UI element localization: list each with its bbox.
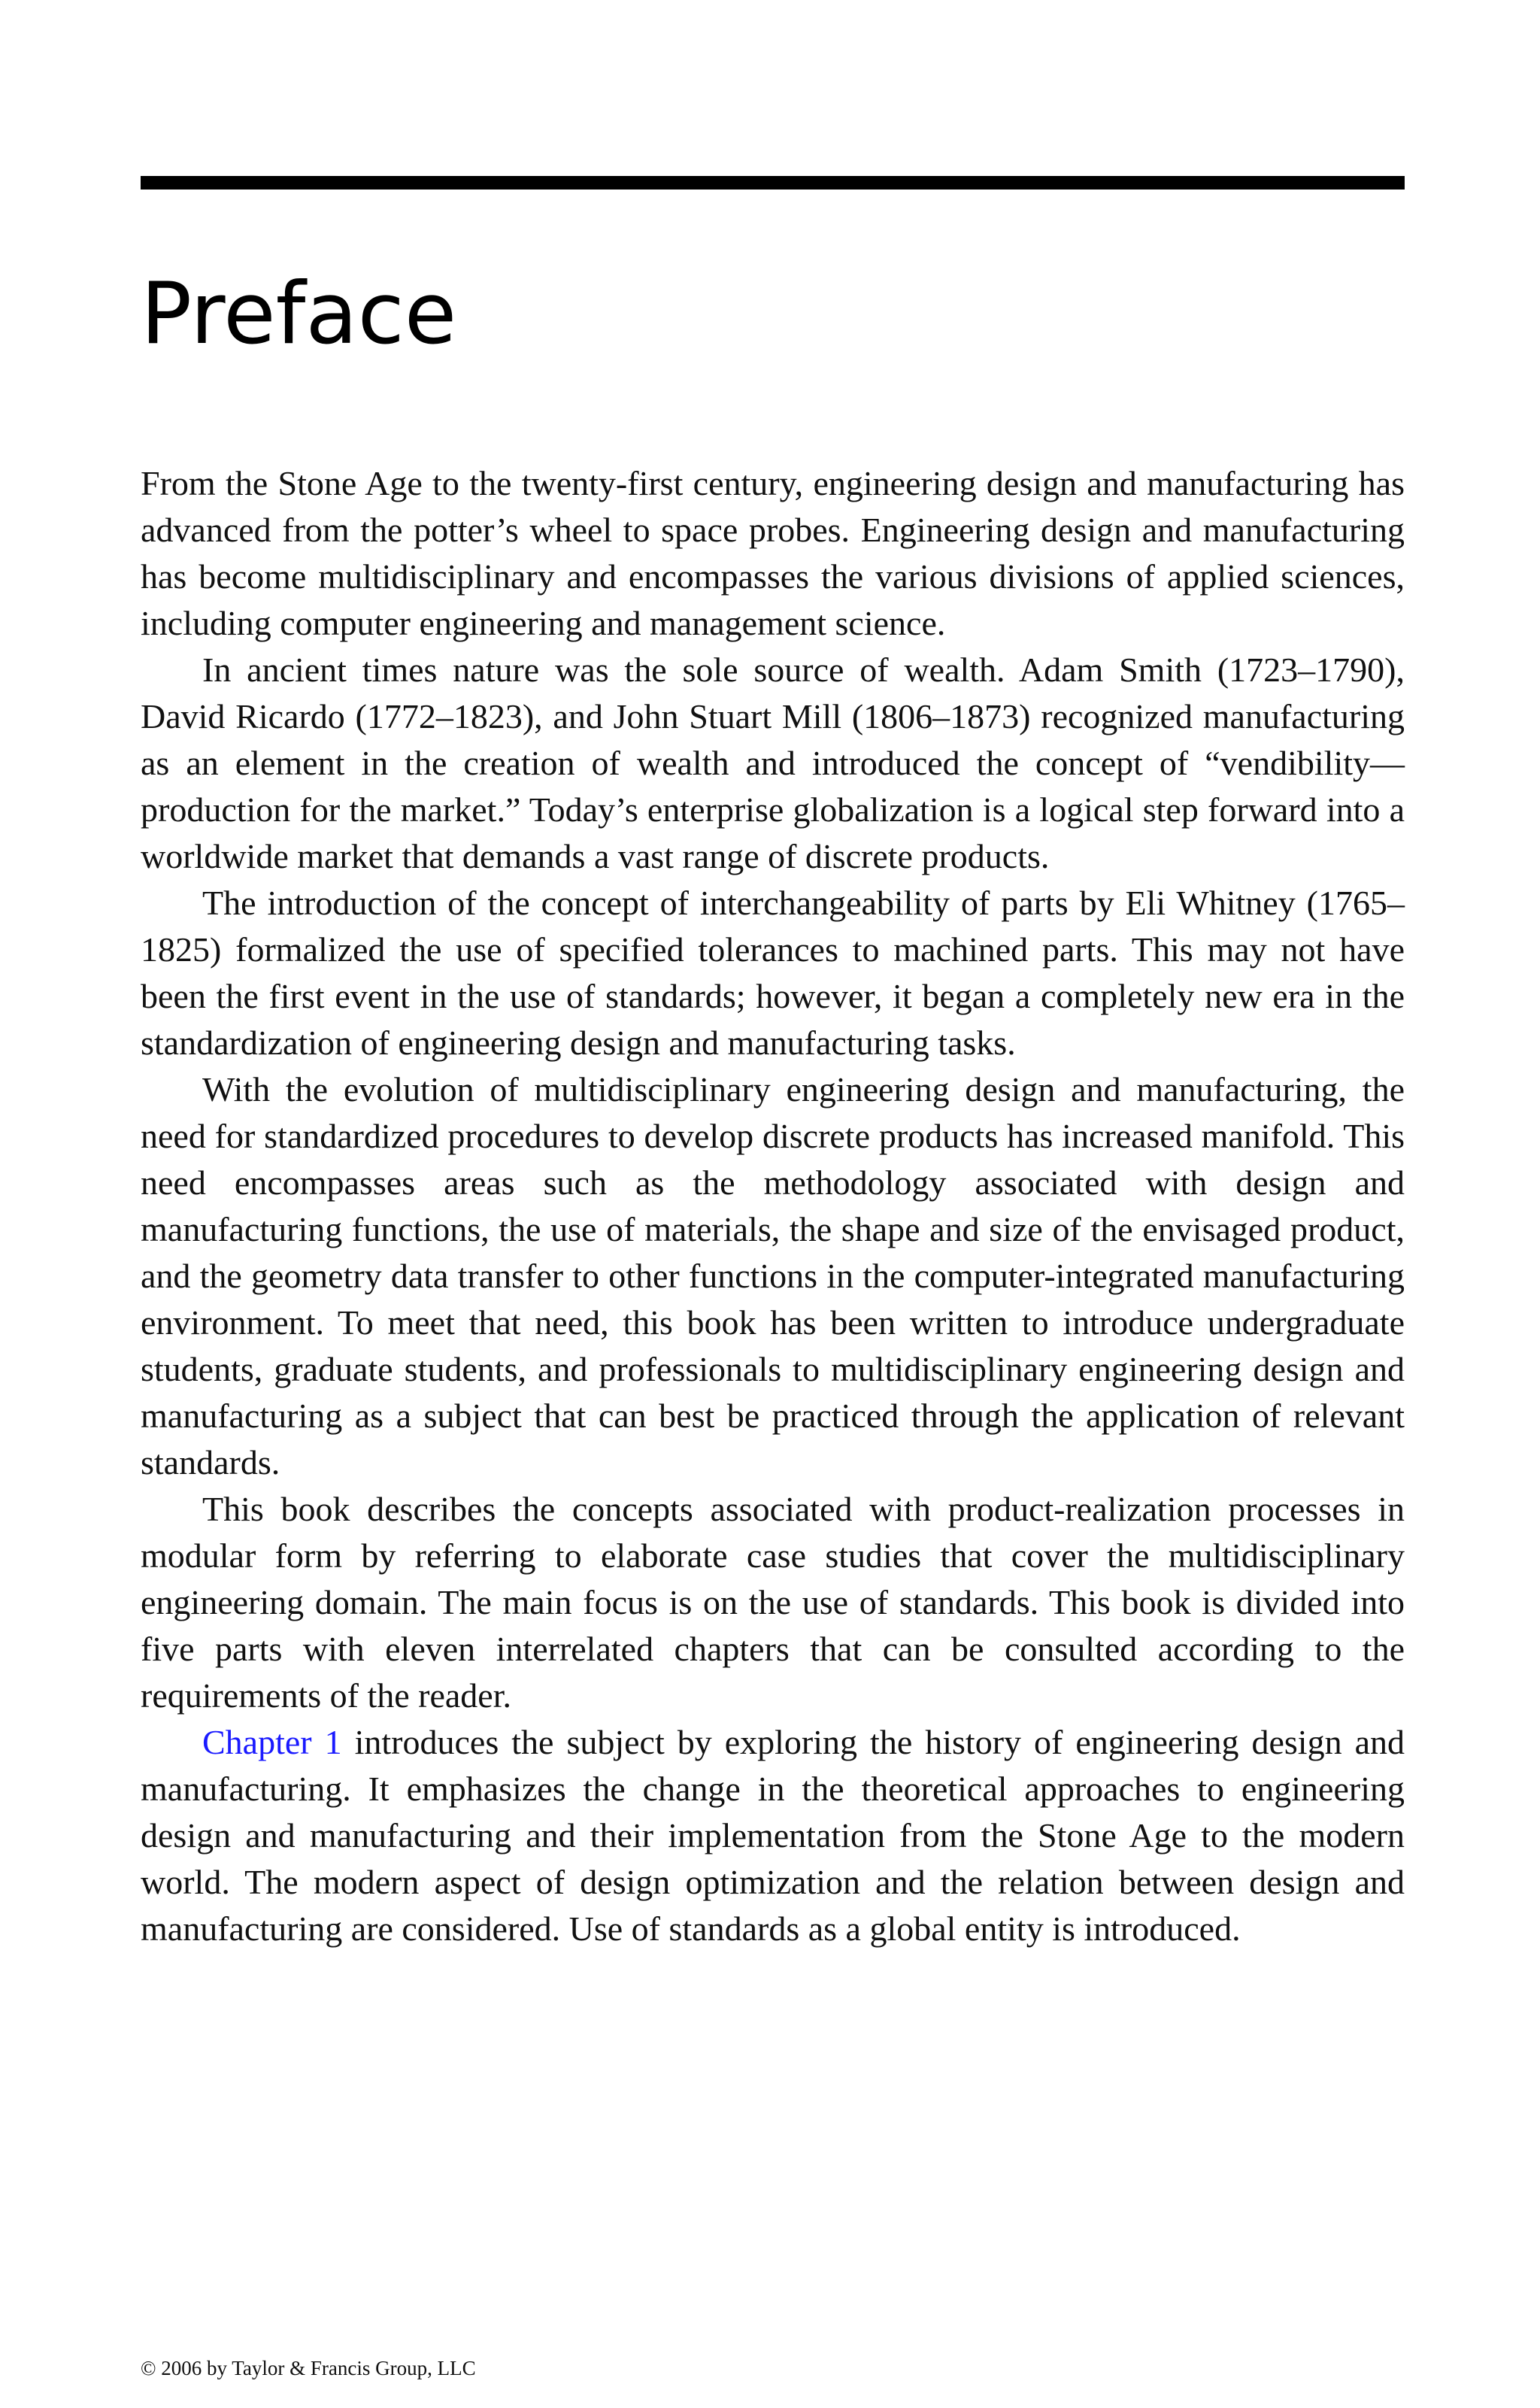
chapter-1-link[interactable]: Chapter 1 <box>202 1723 342 1761</box>
paragraph-4: With the evolution of multidisciplinary engineering design and manufacturing, the need for standardized procedures to develop discrete products has increased manifold. This need encompasses areas such as the methodology associated with design and manufacturing functions, the use of materials, the shape and size of the envisaged product, and the geometry data transfer to other functions in the computer-integrated manufacturing environment. To meet that need, this book has been written to introduce undergraduate students, graduate students, and professionals to multidisciplinary engineering design and manufacturing as a subject that can best be practiced through the application of relevant standards. <box>141 1070 1405 1481</box>
paragraph-1: From the Stone Age to the twenty-first century, engineering design and manufacturing has advanced from the potter’s wheel to space probes. Engineering design and manufacturing has become multidisciplinary and encompasses the various divisions of applied sciences, including computer engineering and management science. <box>141 464 1405 642</box>
preface-body <box>141 460 1405 1952</box>
book-page <box>141 0 1405 2408</box>
copyright-footer: © 2006 by Taylor & Francis Group, LLC <box>141 2357 476 2379</box>
paragraph-2: In ancient times nature was the sole source of wealth. Adam Smith (1723–1790), David Ricardo (1772–1823), and John Stuart Mill (1806–1873) recognized manufacturing as an element in the creation of wealth and introduced the concept of “vendibility— production for the market.” Today’s enterprise globalization is a logical step forward into a worldwide market that demands a vast range of discrete products. <box>141 651 1405 875</box>
paragraph-6-text: introduces the subject by exploring the history of engineering design and manufacturing. It emphasizes the change in the theoretical approaches to engineering design and manufacturing and their implementation from the Stone Age to the modern world. The modern aspect of design optimization and the relation between design and manufacturing are considered. Use of standards as a global entity is introduced. <box>141 1723 1405 1948</box>
paragraph-5: This book describes the concepts associated with product-realization processes in modular form by referring to elaborate case studies that cover the multidisciplinary engineering domain. The main focus is on the use of standards. This book is divided into five parts with eleven interrelated chapters that can be consulted according to the requirements of the reader. <box>141 1490 1405 1715</box>
paragraph-6 <box>141 1719 1405 1952</box>
top-rule-divider <box>141 176 1405 190</box>
page-title: Preface <box>141 264 457 363</box>
paragraph-3: The introduction of the concept of interchangeability of parts by Eli Whitney (1765–1825) formalized the use of specified tolerances to machined parts. This may not have been the first event in the use of standards; however, it began a completely new era in the standardization of engineering design and manufacturing tasks. <box>141 884 1405 1062</box>
